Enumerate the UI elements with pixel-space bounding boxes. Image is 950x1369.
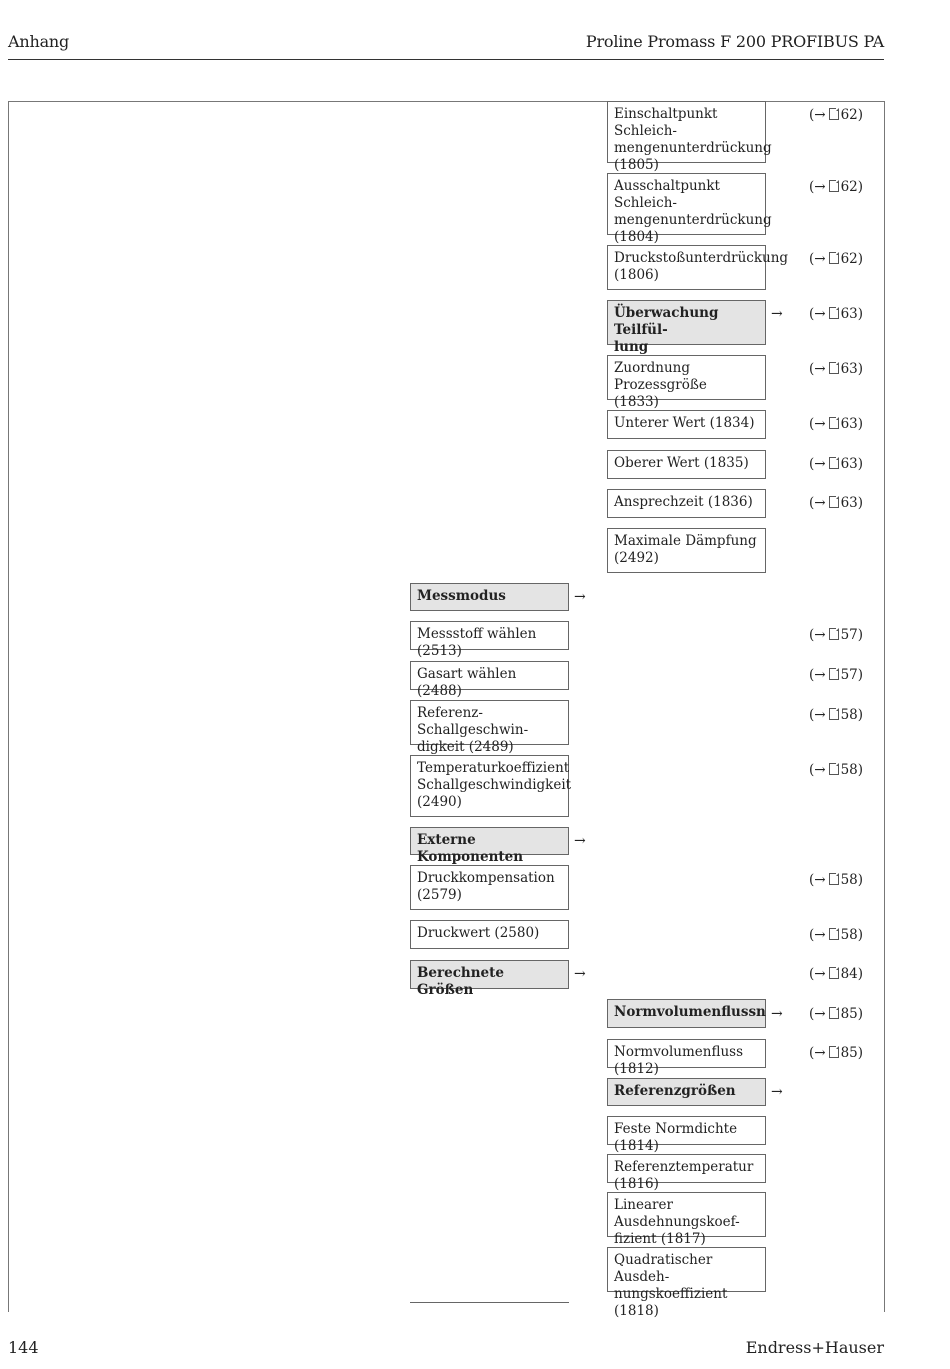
page-ref: (→ 63)	[809, 306, 864, 322]
page-icon	[829, 873, 839, 885]
page-icon	[829, 362, 839, 374]
arrow-icon: →	[771, 306, 783, 322]
param-ansprechzeit: Ansprechzeit (1836)	[607, 489, 766, 518]
page-icon	[829, 457, 839, 469]
submenu-berechnete-groessen: Berechnete Größen	[410, 960, 569, 989]
page-number: 144	[8, 1338, 39, 1357]
page-icon	[829, 668, 839, 680]
arrow-icon: →	[574, 589, 586, 605]
page-icon	[829, 628, 839, 640]
page-icon	[829, 108, 839, 120]
page-icon	[829, 967, 839, 979]
submenu-messmodus: Messmodus	[410, 583, 569, 611]
param-temperaturkoeffizient: Temperaturkoeffizient Schallgeschwindigkeit (2490)	[410, 755, 569, 817]
page-icon	[829, 763, 839, 775]
page-ref: (→ 63)	[809, 416, 864, 432]
page-icon	[829, 180, 839, 192]
submenu-externe-komponenten: Externe Komponenten	[410, 827, 569, 855]
page-icon	[829, 1007, 839, 1019]
arrow-icon: →	[771, 1084, 783, 1100]
param-linearer-ausdehnungskoeffizient: Linearer Ausdehnungskoef- fizient (1817)	[607, 1192, 766, 1237]
page-ref: (→ 58)	[809, 872, 864, 888]
page-ref: (→ 58)	[809, 707, 864, 723]
page-ref: (→ 85)	[809, 1045, 864, 1061]
submenu-normvolumenfluss: Normvolumenflussn	[607, 999, 766, 1028]
page-icon	[829, 1046, 839, 1058]
header-section-title: Anhang	[8, 32, 70, 51]
page-ref: (→ 57)	[809, 667, 864, 683]
submenu-ueberwachung-teilfuellung: Überwachung Teilfül- lung	[607, 300, 766, 345]
page-ref: (→ 57)	[809, 627, 864, 643]
param-ausschaltpunkt-schleichmenge: Ausschaltpunkt Schleich- mengenunterdrückung (1804)	[607, 173, 766, 235]
param-feste-normdichte: Feste Normdichte (1814)	[607, 1116, 766, 1145]
param-druckwert: Druckwert (2580)	[410, 920, 569, 949]
param-normvolumenfluss: Normvolumenfluss (1812)	[607, 1039, 766, 1068]
page-icon	[829, 928, 839, 940]
arrow-icon: →	[574, 966, 586, 982]
arrow-icon: →	[771, 1006, 783, 1022]
submenu-referenzgroessen: Referenzgrößen	[607, 1078, 766, 1106]
param-referenztemperatur: Referenztemperatur (1816)	[607, 1154, 766, 1183]
page-ref: (→ 58)	[809, 927, 864, 943]
header-product-title: Proline Promass F 200 PROFIBUS PA	[585, 32, 884, 51]
page-icon	[829, 708, 839, 720]
continued-box-edge	[410, 1302, 569, 1303]
param-druckstossunterdrueckung: Druckstoßunterdrückung (1806)	[607, 245, 766, 290]
page-ref: (→ 62)	[809, 107, 864, 123]
param-einschaltpunkt-schleichmenge: Einschaltpunkt Schleich- mengenunterdrückung (1805)	[607, 101, 766, 163]
page-ref: (→ 62)	[809, 179, 864, 195]
param-druckkompensation: Druckkompensation (2579)	[410, 865, 569, 910]
param-messstoff-waehlen: Messstoff wählen (2513)	[410, 621, 569, 650]
param-referenz-schallgeschwindigkeit: Referenz-Schallgeschwin- digkeit (2489)	[410, 700, 569, 745]
param-zuordnung-prozessgroesse: Zuordnung Prozessgröße (1833)	[607, 355, 766, 400]
page-ref: (→ 84)	[809, 966, 864, 982]
page-ref: (→ 63)	[809, 495, 864, 511]
param-maximale-daempfung: Maximale Dämpfung (2492)	[607, 528, 766, 573]
param-oberer-wert: Oberer Wert (1835)	[607, 450, 766, 479]
param-gasart-waehlen: Gasart wählen (2488)	[410, 661, 569, 690]
page-icon	[829, 307, 839, 319]
arrow-icon: →	[574, 833, 586, 849]
header-rule	[8, 59, 884, 60]
page-ref: (→ 62)	[809, 251, 864, 267]
param-quadratischer-ausdehnungskoeffizient: Quadratischer Ausdeh- nungskoeffizient (1818)	[607, 1247, 766, 1292]
page-ref: (→ 85)	[809, 1006, 864, 1022]
page-ref: (→ 63)	[809, 361, 864, 377]
footer-brand: Endress+Hauser	[745, 1338, 884, 1357]
page-ref: (→ 63)	[809, 456, 864, 472]
page-ref: (→ 58)	[809, 762, 864, 778]
page-icon	[829, 496, 839, 508]
page-icon	[829, 252, 839, 264]
param-unterer-wert: Unterer Wert (1834)	[607, 410, 766, 439]
page-icon	[829, 417, 839, 429]
